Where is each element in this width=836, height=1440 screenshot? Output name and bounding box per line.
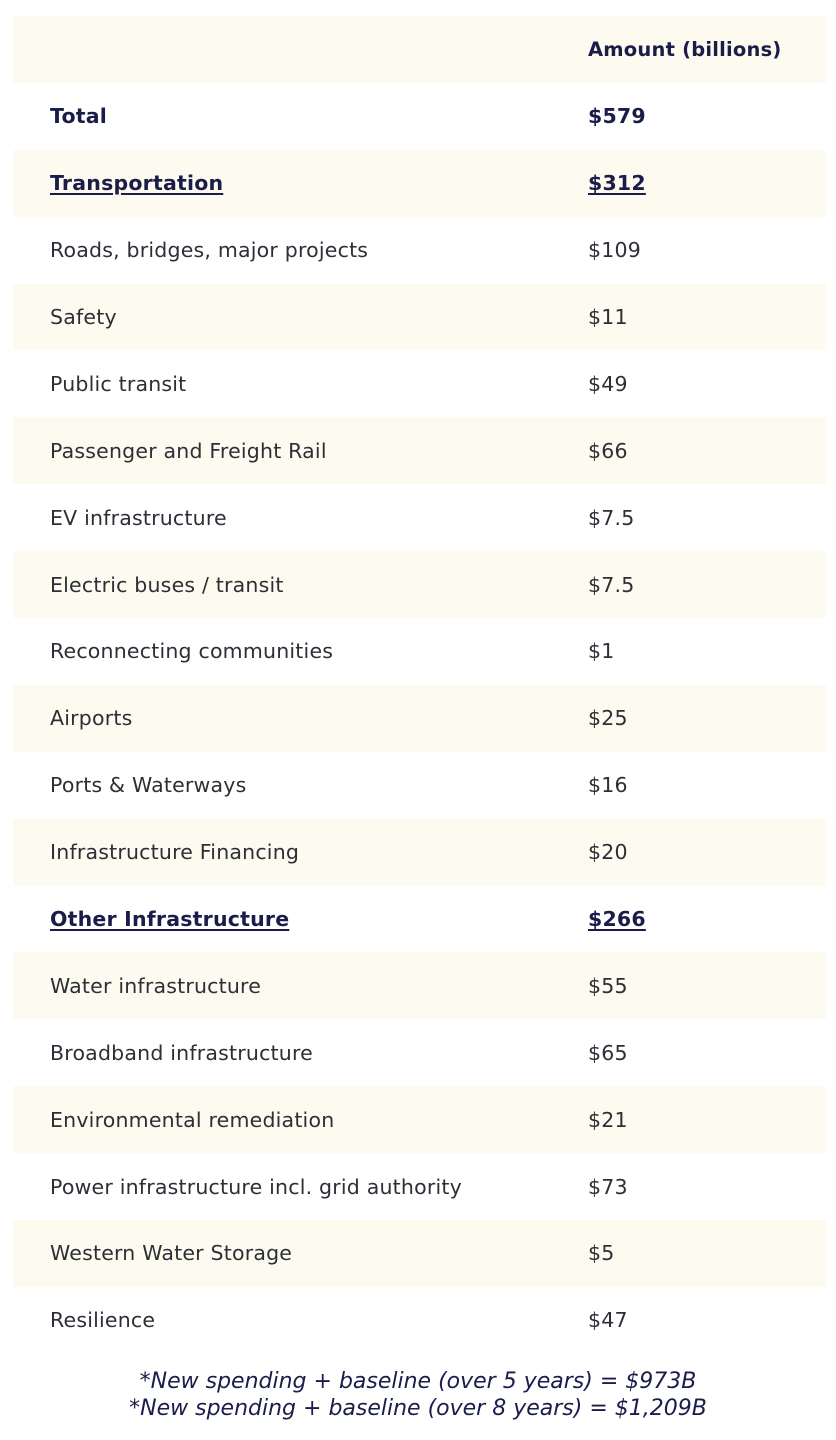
- row-amount: $266: [588, 907, 646, 932]
- footnotes: [0, 1368, 836, 1422]
- row-amount: $7.5: [588, 572, 635, 597]
- row-amount: $49: [588, 371, 628, 396]
- table-row: [13, 819, 826, 886]
- table-row: [13, 350, 826, 417]
- row-label: Resilience: [50, 1308, 156, 1333]
- table-row: [13, 284, 826, 351]
- row-amount: $5: [588, 1241, 615, 1266]
- table-body: [13, 83, 826, 1354]
- table-row: [13, 217, 826, 284]
- row-amount: $21: [588, 1107, 628, 1132]
- row-amount: $25: [588, 706, 628, 731]
- row-amount: $66: [588, 438, 628, 463]
- table-row: [13, 1220, 826, 1287]
- table-row: [13, 417, 826, 484]
- section-row: [13, 886, 826, 953]
- row-amount: $73: [588, 1174, 628, 1199]
- footnote-8-years: *New spending + baseline (over 8 years) = $1,209B: [129, 1396, 707, 1421]
- table-row: [13, 484, 826, 551]
- row-amount: $55: [588, 973, 628, 998]
- header-amount: Amount (billions): [588, 37, 782, 61]
- table-row: [13, 551, 826, 618]
- table-row: [13, 685, 826, 752]
- table-row: [13, 1287, 826, 1354]
- row-label: Power infrastructure incl. grid authority: [50, 1174, 462, 1199]
- row-label: Ports & Waterways: [50, 773, 247, 798]
- spending-table: [13, 16, 826, 1354]
- table-row: [13, 1086, 826, 1153]
- row-amount: $65: [588, 1040, 628, 1065]
- row-label: Safety: [50, 305, 117, 329]
- row-amount: $1: [588, 639, 615, 664]
- section-row: [13, 150, 826, 217]
- total-row: [13, 83, 826, 150]
- row-label: Water infrastructure: [50, 973, 262, 998]
- table-row: [13, 952, 826, 1019]
- row-label: Broadband infrastructure: [50, 1040, 313, 1065]
- row-amount: $579: [588, 104, 646, 129]
- table-row: [13, 618, 826, 685]
- row-label: Airports: [50, 706, 133, 731]
- row-amount: $312: [588, 171, 646, 196]
- row-label: EV infrastructure: [50, 505, 227, 530]
- row-label: Public transit: [50, 371, 187, 396]
- row-amount: $11: [588, 305, 628, 329]
- row-amount: $20: [588, 840, 628, 865]
- table-row: [13, 752, 826, 819]
- row-label: Western Water Storage: [50, 1241, 293, 1266]
- row-label: Total: [50, 104, 108, 129]
- row-label: Passenger and Freight Rail: [50, 438, 327, 463]
- row-amount: $109: [588, 238, 641, 263]
- row-amount: $7.5: [588, 505, 635, 530]
- row-label: Other Infrastructure: [50, 907, 290, 932]
- table-row: [13, 1019, 826, 1086]
- table-header-row: [13, 16, 826, 83]
- row-label: Electric buses / transit: [50, 572, 284, 597]
- row-label: Environmental remediation: [50, 1107, 335, 1132]
- footnote-5-years: *New spending + baseline (over 5 years) = $973B: [139, 1369, 697, 1394]
- row-label: Roads, bridges, major projects: [50, 238, 369, 263]
- row-amount: $47: [588, 1308, 628, 1333]
- row-label: Infrastructure Financing: [50, 840, 300, 865]
- table-row: [13, 1153, 826, 1220]
- row-label: Transportation: [50, 171, 224, 196]
- row-label: Reconnecting communities: [50, 639, 334, 664]
- row-amount: $16: [588, 773, 628, 798]
